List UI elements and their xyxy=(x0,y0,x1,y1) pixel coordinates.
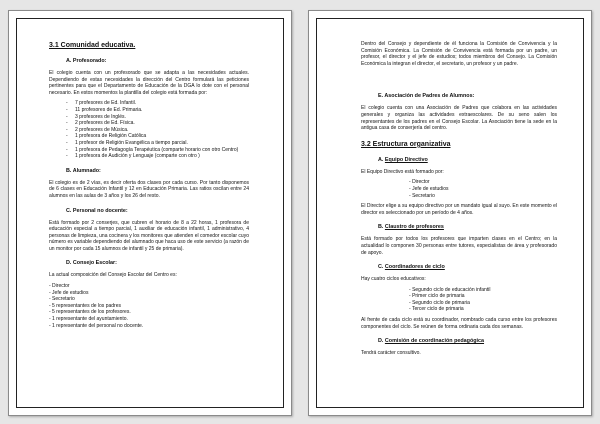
subsection-title: A. Profesorado: xyxy=(66,58,107,64)
subsection-label: Coordinadores de ciclo xyxy=(384,264,445,271)
list-item: - Segundo ciclo de educación infantil xyxy=(409,287,557,294)
paragraph: El Director elige a su equipo directivo por un mandato igual al suyo. En este momento el director es seleccionado por un período de 4 años. xyxy=(361,203,557,216)
list-item: - 11 profesores de Ed. Primaria. xyxy=(66,107,249,114)
list-item: - Segundo ciclo de primaria xyxy=(409,300,557,307)
council-list xyxy=(49,283,249,329)
paragraph: Dentro del Consejo y dependiente de él funciona la Comisión de Convivencia y la Comisión Económica. La Comisión de Convivencia está formada por un padre, un profesor, el director y el jefe de estudios; todos miembros del Consejo. La Comisión Económica la integran el director, el secretario, un profesor y un padre. xyxy=(361,41,557,67)
subsection-title xyxy=(378,264,557,271)
paragraph: El colegio cuenta con una Asociación de Padres que colabora en las actividades generales y organiza las actividades extraescolares. De su seno salen los representantes de los padres en el Consejo Escolar. La Asociación tiene la sede en la antigua casa de conserjería del centro. xyxy=(361,105,557,132)
list-item: - 5 representantes de los padres xyxy=(49,302,121,309)
section-heading: 3.2 Estructura organizativa xyxy=(361,140,451,148)
list-item: - 1 profesor de Religión Evangélica a tiempo parcial. xyxy=(66,140,249,147)
list-item: - 2 profesores de Música. xyxy=(66,127,249,134)
paragraph: Está formado por 2 conserjes, que cubren el horario de 8 a 22 horas, 1 profesora de educación especial a tiempo parcial, 1 auxiliar de educación infantil, 1 administrativo, 4 personas de limpieza, una cocinera y los monitores que atienden el comedor escolar cuyo número es variable dependiendo del alumnado que haca uso de este servicio (a razón de un monitor por cada 15 alumnos de infantil y 25 de primaria). xyxy=(49,219,249,252)
subsection-label: Claustro de profesores xyxy=(384,224,444,231)
page-content xyxy=(361,41,557,361)
list-item: - Director xyxy=(409,179,557,186)
subsection-label: Equipo Directivo xyxy=(384,156,428,163)
subsection-letter: B. xyxy=(378,224,384,231)
list-item: - Director xyxy=(49,283,70,290)
paragraph: El Equipo Directivo está formado por: xyxy=(361,168,444,175)
subsection-title xyxy=(378,224,557,231)
document-page-left xyxy=(8,10,292,416)
list-item: - Tercer ciclo de primaria xyxy=(409,306,557,313)
paragraph: Hay cuatro ciclos educativos: xyxy=(361,276,426,283)
staff-list xyxy=(66,100,249,159)
team-list xyxy=(409,179,557,199)
subsection-title: C. Personal no docente: xyxy=(66,207,128,214)
subsection-title: D. Consejo Escolar: xyxy=(66,260,117,267)
list-item: - 5 representantes de los profesores. xyxy=(49,309,131,316)
list-item: - Secretario xyxy=(49,296,75,303)
list-item: - 1 profesora de Religión Católica xyxy=(66,133,249,140)
document-page-right xyxy=(308,10,592,416)
list-item: - 3 profesores de Inglés. xyxy=(66,114,249,121)
list-item: - 7 profesores de Ed. Infantil. xyxy=(66,100,249,107)
list-item: - 1 profesora de Audición y Lenguaje (comparte con otro ) xyxy=(66,153,249,160)
paragraph: El colegio cuenta con un profesorado que se adapta a las necesidades actuales. Dependiendo de estas necesidades la dirección del Centro formulará las peticiones pertinentes para que el Departamento de Educación de la DGA lo dote con el personal necesario. En estos momentos la plantilla del colegio está formada por: xyxy=(49,70,249,96)
subsection-title xyxy=(378,157,557,164)
subsection-letter: D. xyxy=(378,338,384,345)
subsection-label: Comisión de coordinación pedagógica xyxy=(384,338,485,345)
subsection-letter: C. xyxy=(378,264,384,271)
list-item: - Jefe de estudios xyxy=(409,186,557,193)
page-content xyxy=(49,41,249,333)
list-item: - 1 representante del ayuntamiento. xyxy=(49,316,128,323)
list-item: - 1 profesora de Pedagogía Terapéutica (comparte horario con otro Centro) xyxy=(66,147,249,154)
section-heading: 3.1 Comunidad educativa. xyxy=(49,42,136,49)
list-item: - Primer ciclo de primaria xyxy=(409,293,557,300)
subsection-letter: A. xyxy=(378,156,384,163)
paragraph: Tendrá carácter consultivo. xyxy=(361,350,421,357)
cycle-list xyxy=(409,287,557,313)
list-item: - 2 profesores de Ed. Física. xyxy=(66,120,249,127)
list-item: - 1 representante del personal no docente. xyxy=(49,322,144,329)
paragraph: El colegio es de 2 vías, es decir oferta dos clases por cada curso. Por tanto disponemos de 6 clases en Educación Infantil y 12 en Educación Primaria. Las ratios oscilan entre 24 alumnos en las aulas de 3 años y los 26 del resto. xyxy=(49,179,249,199)
paragraph: La actual composición del Consejo Escolar del Centro es: xyxy=(49,272,177,279)
paragraph: Está formado por todos los profesores que imparten clases en el Centro; en la actualidad lo componen 30 personas entre tutores, especialistas de área y profesorado de apoyo. xyxy=(361,236,557,256)
paragraph: Al frente de cada ciclo está su coordinador, nombrado cada curso entre los profesores componentes del ciclo. Se reúnen de forma ordinaria cada dos semanas. xyxy=(361,317,557,330)
subsection-title: E. Asociación de Padres de Alumnos: xyxy=(378,93,475,100)
list-item: - Secretario xyxy=(409,193,557,200)
subsection-title: B. Alumnado: xyxy=(66,167,101,174)
subsection-title xyxy=(378,338,557,345)
list-item: - Jefe de estudios xyxy=(49,289,89,296)
